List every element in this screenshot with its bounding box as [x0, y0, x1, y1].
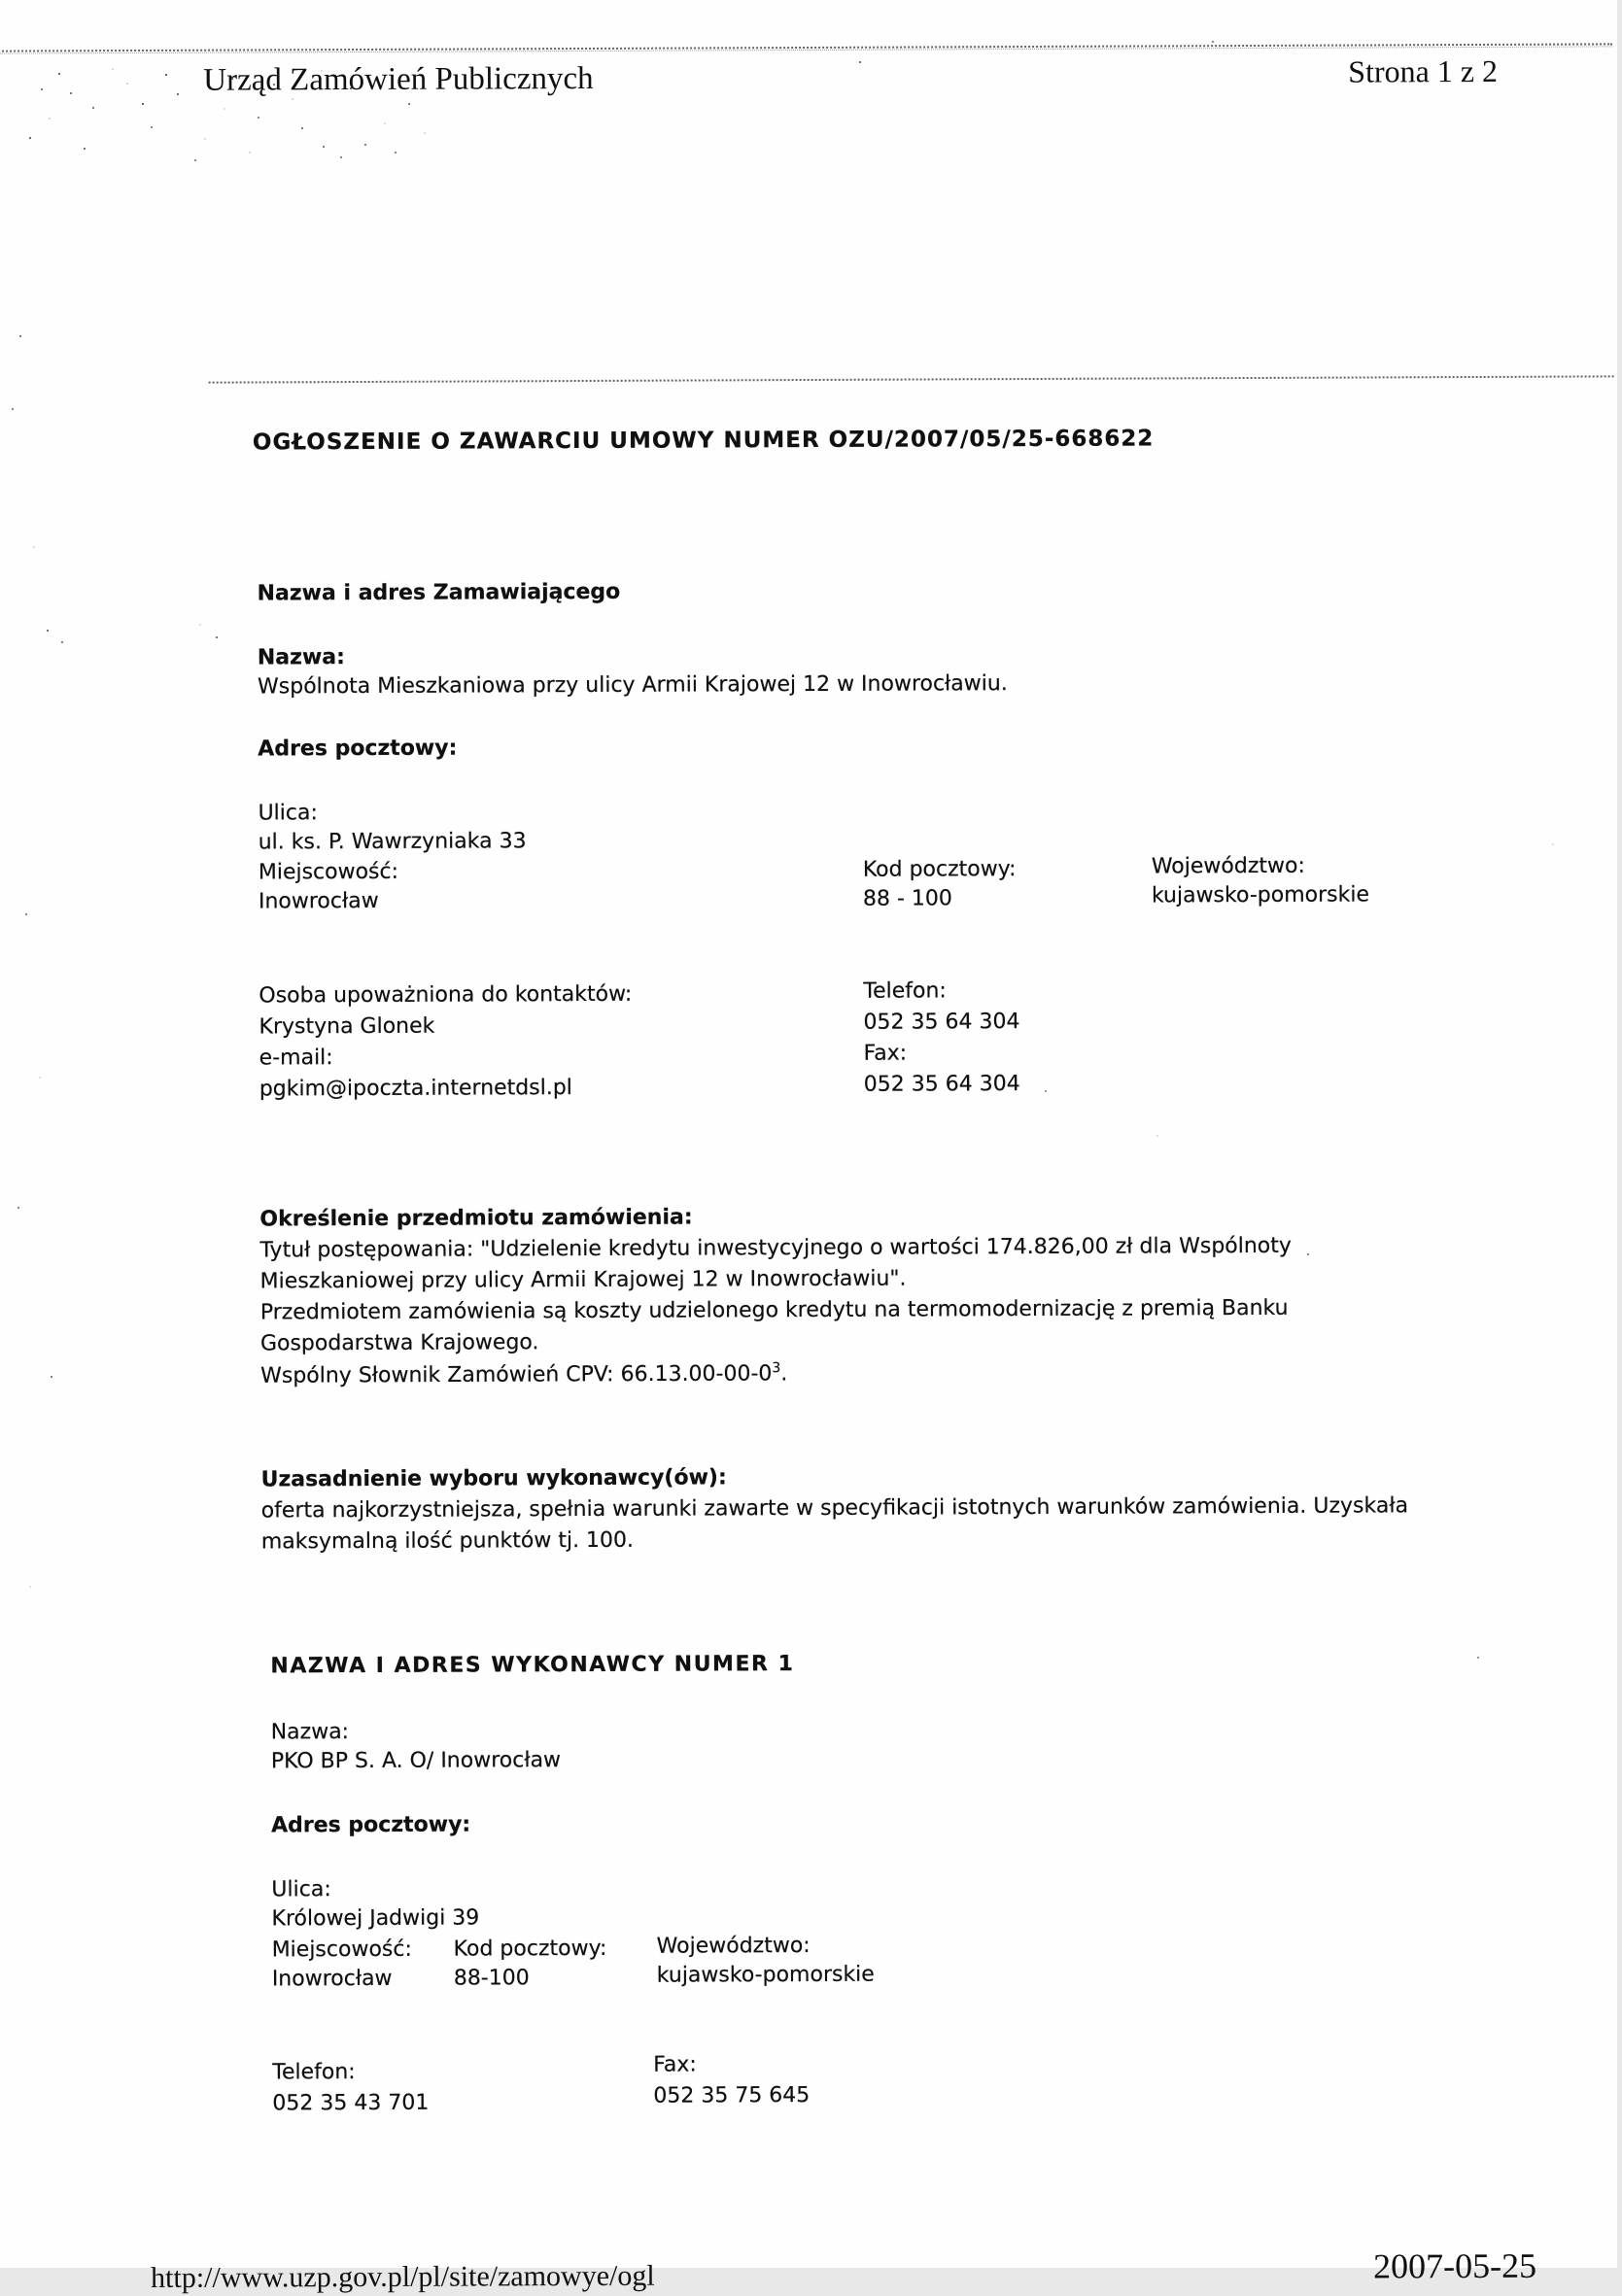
contractor-street-label: Ulica:: [271, 1877, 331, 1902]
authority-street-label: Ulica:: [258, 801, 318, 826]
subject-line-3: Przedmiotem zamówienia są koszty udzielonego kredytu na termomodernizację z premią Banku: [259, 1295, 1289, 1325]
authority-email-value: pgkim@ipoczta.internetdsl.pl: [259, 1076, 572, 1102]
contractor-fax-label: Fax:: [653, 2052, 697, 2077]
subject-cpv-line: [260, 1360, 787, 1388]
subject-line-4: Gospodarstwa Krajowego.: [259, 1330, 539, 1356]
authority-name-value: Wspólnota Mieszkaniowa przy ulicy Armii Krajowej 12 w Inowrocławiu.: [257, 671, 1008, 700]
subject-heading: Określenie przedmiotu zamówienia:: [259, 1205, 693, 1232]
footer-url-clipped: http://www.uzp.gov.pl/pl/site/zamowye/ogl: [151, 2259, 655, 2294]
contractor-city-value: Inowrocław: [271, 1966, 393, 1992]
contractor-postcode-label: Kod pocztowy:: [453, 1936, 607, 1962]
dotted-rule-title: [209, 375, 1614, 383]
header-page-number: Strona 1 z 2: [1348, 52, 1499, 89]
contractor-street-value: Królowej Jadwigi 39: [271, 1905, 480, 1932]
authority-province-value: kujawsko-pomorskie: [1151, 882, 1370, 908]
justification-line-2: maksymalną ilość punktów tj. 100.: [260, 1527, 635, 1555]
authority-city-value: Inowrocław: [258, 888, 379, 914]
authority-contact-value: Krystyna Glonek: [259, 1013, 435, 1040]
authority-province-label: Województwo:: [1151, 853, 1305, 879]
justification-heading: Uzasadnienie wyboru wykonawcy(ów):: [260, 1465, 727, 1492]
footer-date-clipped: 2007-05-25: [1373, 2245, 1537, 2286]
authority-fax-value: 052 35 64 304: [863, 1072, 1020, 1097]
notice-title: OGŁOSZENIE O ZAWARCIU UMOWY NUMER OZU/2007/05/25-668622: [252, 426, 1155, 456]
authority-postcode-label: Kod pocztowy:: [862, 857, 1017, 882]
authority-city-label: Miejscowość:: [258, 859, 399, 885]
subject-line-1: Tytuł postępowania: "Udzielenie kredytu inwestycyjnego o wartości 174.826,00 zł dla Wspólnoty: [259, 1233, 1292, 1263]
subject-cpv-suffix: .: [780, 1361, 788, 1387]
authority-postcode-value: 88 - 100: [862, 886, 952, 911]
scan-noise-speckles: [0, 0, 2, 2]
authority-email-label: e-mail:: [259, 1045, 333, 1071]
contractor-phone-label: Telefon:: [272, 2060, 356, 2085]
contractor-fax-value: 052 35 75 645: [653, 2083, 811, 2108]
contractor-province-label: Województwo:: [656, 1934, 811, 1959]
contractor-postcode-value: 88-100: [453, 1966, 530, 1991]
subject-cpv-superscript: 3: [772, 1360, 781, 1377]
justification-line-1: oferta najkorzystniejsza, spełnia warunki zawarte w specyfikacji istotnych warunków zamówienia. Uzyskała: [260, 1493, 1409, 1524]
authority-fax-label: Fax:: [863, 1041, 908, 1066]
authority-phone-label: Telefon:: [863, 978, 947, 1004]
contractor-phone-value: 052 35 43 701: [272, 2090, 430, 2116]
contractor-section-heading: NAZWA I ADRES WYKONAWCY NUMER 1: [270, 1652, 795, 1679]
header-site-name: Urząd Zamówień Publicznych: [203, 60, 594, 98]
contractor-name-value: PKO BP S. A. O/ Inowrocław: [270, 1748, 562, 1774]
contractor-postal-heading: Adres pocztowy:: [271, 1812, 471, 1838]
contractor-province-value: kujawsko-pomorskie: [656, 1962, 875, 1988]
authority-postal-heading: Adres pocztowy:: [258, 736, 458, 762]
subject-cpv-prefix: Wspólny Słownik Zamówień CPV: 66.13.00-00-0: [260, 1361, 773, 1388]
authority-street-value: ul. ks. P. Wawrzyniaka 33: [258, 829, 527, 855]
authority-name-label: Nazwa:: [257, 645, 345, 670]
contractor-name-label: Nazwa:: [270, 1720, 350, 1745]
authority-phone-value: 052 35 64 304: [863, 1010, 1020, 1035]
subject-line-2: Mieszkaniowej przy ulicy Armii Krajowej 12 w Inowrocławiu".: [259, 1266, 907, 1294]
contractor-city-label: Miejscowość:: [271, 1936, 412, 1963]
authority-contact-label: Osoba upoważniona do kontaktów:: [259, 981, 633, 1009]
authority-section-heading: Nazwa i adres Zamawiającego: [257, 579, 621, 606]
